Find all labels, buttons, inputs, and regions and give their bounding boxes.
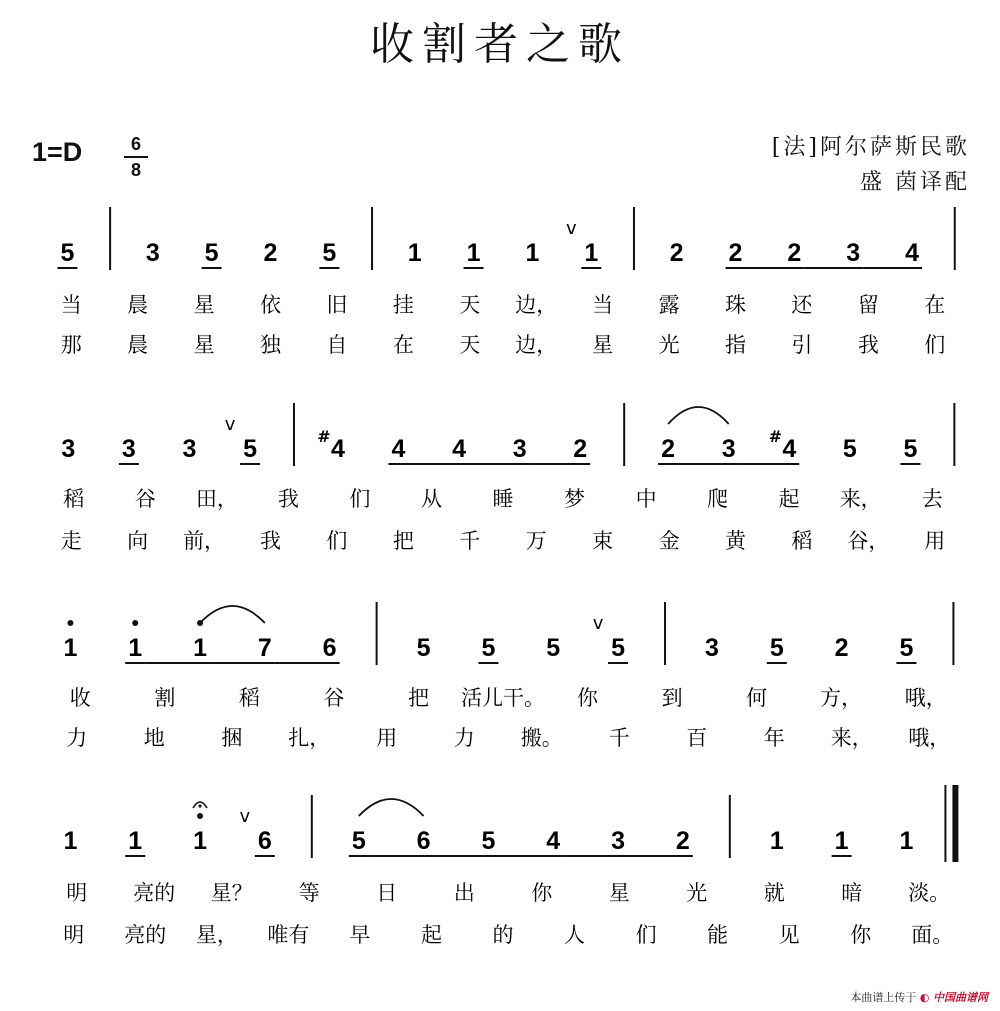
note: 3 (611, 827, 625, 855)
lyric-char: 割 (154, 686, 176, 710)
note: 2 (661, 435, 676, 463)
lyric-char: 独 (260, 333, 281, 357)
lyric-char: 指 (725, 333, 746, 357)
lyric-char: 晨 (127, 293, 149, 317)
note: 5 (842, 435, 857, 463)
lyric-char: 来， (839, 487, 882, 511)
lyric-char: 旧 (326, 293, 348, 317)
lyric-char: 谷， (847, 529, 890, 553)
lyric-char: 明 (66, 881, 88, 905)
lyric-char: 明 (63, 923, 85, 947)
note: 5 (481, 634, 496, 662)
lyric-char: 星？ (210, 881, 253, 905)
footer-credit (850, 989, 988, 1005)
note: 1 (584, 239, 599, 267)
note: 5 (322, 239, 337, 267)
lyric-char: 田， (195, 487, 238, 511)
lyric-char: 人 (564, 923, 586, 947)
breath-mark: v (592, 613, 604, 634)
lyric-char: 星 (608, 881, 630, 905)
note: 1 (128, 634, 143, 662)
note: 3 (846, 239, 861, 267)
lyric-char: 把 (407, 686, 429, 710)
note: 1 (128, 827, 143, 855)
lyric-char: 走 (60, 529, 82, 553)
lyric-char: 谷 (323, 686, 345, 710)
key-signature: 1=D (32, 137, 83, 167)
sharp-sign: # (317, 427, 331, 446)
lyric-char: 中 (635, 487, 657, 511)
lyric-char: 从 (420, 487, 442, 511)
note: 5 (351, 827, 366, 855)
breath-mark: v (565, 218, 577, 239)
lyric-char: 星， (195, 923, 238, 947)
origin-credit: [法]阿尔萨斯民歌 (771, 135, 970, 160)
lyric-char: 力 (453, 726, 475, 750)
lyric-char: 到 (661, 686, 683, 710)
lyric-char: 百 (686, 726, 708, 750)
lyric-char: 亮的 (133, 881, 176, 905)
lyric-char: 你 (531, 881, 553, 905)
note: 4 (905, 239, 920, 267)
lyric-char: 出 (453, 881, 475, 905)
note: 5 (903, 435, 918, 463)
lyric-char: 见 (778, 923, 800, 947)
lyric-char: 在 (392, 333, 414, 357)
lyric-char: 稻 (63, 487, 85, 511)
note: 4 (330, 435, 345, 463)
lyric-char: 日 (376, 881, 398, 905)
lyric-char: 爬 (707, 487, 729, 511)
lyric-char: 金 (658, 529, 680, 553)
lyric-char: 天 (459, 333, 481, 357)
time-signature-bottom: 8 (130, 160, 141, 180)
octave-dot (67, 620, 73, 626)
lyric-char: 们 (924, 333, 946, 357)
lyric-char: 露 (658, 293, 680, 317)
note: 4 (391, 435, 406, 463)
note: 3 (721, 435, 736, 463)
lyric-char: 依 (260, 293, 281, 317)
lyric-char: 千 (459, 529, 481, 553)
footer-site-name: 中国曲谱网 (933, 991, 988, 1004)
lyric-char: 能 (707, 923, 729, 947)
note: 2 (787, 239, 802, 267)
lyric-char: 亮的 (124, 923, 167, 947)
breath-mark: v (224, 414, 236, 435)
lyric-char: 稻 (238, 686, 260, 710)
note: 5 (769, 634, 784, 662)
lyric-char: 面。 (911, 923, 954, 947)
fermata-dot (198, 804, 201, 807)
lyric-char: 光 (686, 881, 708, 905)
lyric-char: 光 (658, 333, 680, 357)
lyric-char: 们 (326, 529, 348, 553)
note: 1 (407, 239, 422, 267)
lyric-char: 还 (791, 293, 813, 317)
lyric-char: 淡。 (908, 881, 951, 905)
lyric-char: 边， (515, 293, 558, 317)
lyric-char: 你 (850, 923, 872, 947)
song-title: 收割者之歌 (370, 19, 630, 70)
lyric-char: 年 (763, 726, 785, 750)
octave-dot (132, 620, 138, 626)
lyric-char: 收 (69, 686, 91, 710)
lyric-char: 地 (143, 726, 165, 750)
time-signature-top: 6 (130, 134, 141, 154)
lyric-char: 当 (592, 293, 614, 317)
note: 1 (769, 827, 784, 855)
note: 5 (243, 435, 258, 463)
note: 2 (728, 239, 743, 267)
slur (668, 407, 729, 424)
lyric-char: 千 (608, 726, 630, 750)
lyric-char: 扎， (288, 726, 331, 750)
note: 2 (573, 435, 588, 463)
note: 3 (512, 435, 527, 463)
lyric-char: 活儿干。 (461, 686, 545, 710)
lyric-char: 星 (193, 333, 215, 357)
lyric-char: 用 (924, 529, 946, 553)
lyric-char: 挂 (392, 293, 414, 317)
lyric-char: 珠 (725, 293, 746, 317)
lyric-char: 自 (326, 333, 348, 357)
note: 2 (834, 634, 849, 662)
note: 5 (416, 634, 431, 662)
note: 3 (145, 239, 160, 267)
lyric-char: 何 (746, 686, 768, 710)
note: 4 (452, 435, 467, 463)
lyric-char: 那 (60, 333, 82, 357)
footer-uploaded-text: 本曲谱上传于 (850, 991, 917, 1004)
note: 5 (899, 634, 914, 662)
note: 5 (204, 239, 219, 267)
note: 2 (675, 827, 690, 855)
note: 1 (193, 827, 207, 855)
lyric-char: 你 (577, 686, 599, 710)
lyric-char: 唯有 (267, 923, 310, 947)
note: 1 (193, 634, 207, 662)
note: 1 (466, 239, 481, 267)
lyric-char: 束 (592, 529, 614, 553)
lyric-char: 星 (193, 293, 215, 317)
lyric-char: 当 (60, 293, 82, 317)
lyric-char: 向 (127, 529, 149, 553)
lyric-char: 星 (592, 333, 614, 357)
lyric-char: 来， (830, 726, 873, 750)
lyric-char: 稻 (791, 529, 813, 553)
lyric-char: 搬。 (520, 726, 563, 750)
lyric-char: 捆 (221, 726, 243, 750)
lyric-char: 谷 (134, 487, 156, 511)
note: 5 (611, 634, 625, 662)
lyric-char: 边， (515, 333, 558, 357)
lyric-char: 前， (183, 529, 226, 553)
note: 6 (322, 634, 337, 662)
note: 3 (61, 435, 76, 463)
note: 1 (525, 239, 540, 267)
breath-mark: v (239, 806, 251, 827)
note: 3 (705, 634, 719, 662)
octave-dot (197, 813, 203, 819)
note: 2 (669, 239, 684, 267)
lyric-char: 我 (277, 487, 299, 511)
lyric-char: 晨 (127, 333, 149, 357)
note: 5 (481, 827, 496, 855)
note: 1 (834, 827, 849, 855)
lyric-char: 黄 (725, 529, 746, 553)
lyric-char: 引 (791, 333, 813, 357)
lyric-char: 在 (924, 293, 946, 317)
note: 7 (257, 634, 272, 662)
lyric-char: 早 (349, 923, 371, 947)
sharp-sign: # (768, 427, 782, 446)
note: 5 (60, 239, 75, 267)
lyric-char: 们 (349, 487, 371, 511)
note: 6 (416, 827, 431, 855)
lyric-char: 力 (66, 726, 88, 750)
lyric-char: 我 (857, 333, 879, 357)
lyric-char: 方， (820, 686, 863, 710)
lyric-char: 哦， (908, 726, 951, 750)
note: 6 (257, 827, 272, 855)
lyric-char: 梦 (564, 487, 586, 511)
lyric-char: 我 (260, 529, 281, 553)
note: 3 (182, 435, 197, 463)
lyric-char: 的 (492, 923, 514, 947)
note: 1 (63, 827, 78, 855)
lyric-char: 睡 (492, 487, 514, 511)
note: 1 (899, 827, 914, 855)
lyric-char: 留 (857, 293, 879, 317)
note: 2 (263, 239, 278, 267)
lyric-char: 起 (420, 923, 442, 947)
lyric-char: 起 (778, 487, 800, 511)
site-logo-icon: ◐ (919, 991, 930, 1004)
lyric-char: 天 (459, 293, 481, 317)
note: 4 (546, 827, 561, 855)
lyric-char: 把 (392, 529, 414, 553)
lyric-char: 去 (921, 487, 943, 511)
slur (359, 799, 424, 816)
lyric-char: 用 (376, 726, 398, 750)
lyric-char: 万 (525, 529, 547, 553)
slur (200, 606, 265, 623)
lyric-char: 暗 (841, 881, 863, 905)
lyric-char: 们 (635, 923, 657, 947)
note: 5 (546, 634, 561, 662)
lyric-char: 等 (298, 881, 320, 905)
translator-credit: 盛 茵译配 (860, 170, 970, 195)
note: 4 (782, 435, 797, 463)
lyric-char: 就 (763, 881, 785, 905)
lyric-char: 哦， (904, 686, 947, 710)
note: 3 (121, 435, 136, 463)
note: 1 (63, 634, 78, 662)
